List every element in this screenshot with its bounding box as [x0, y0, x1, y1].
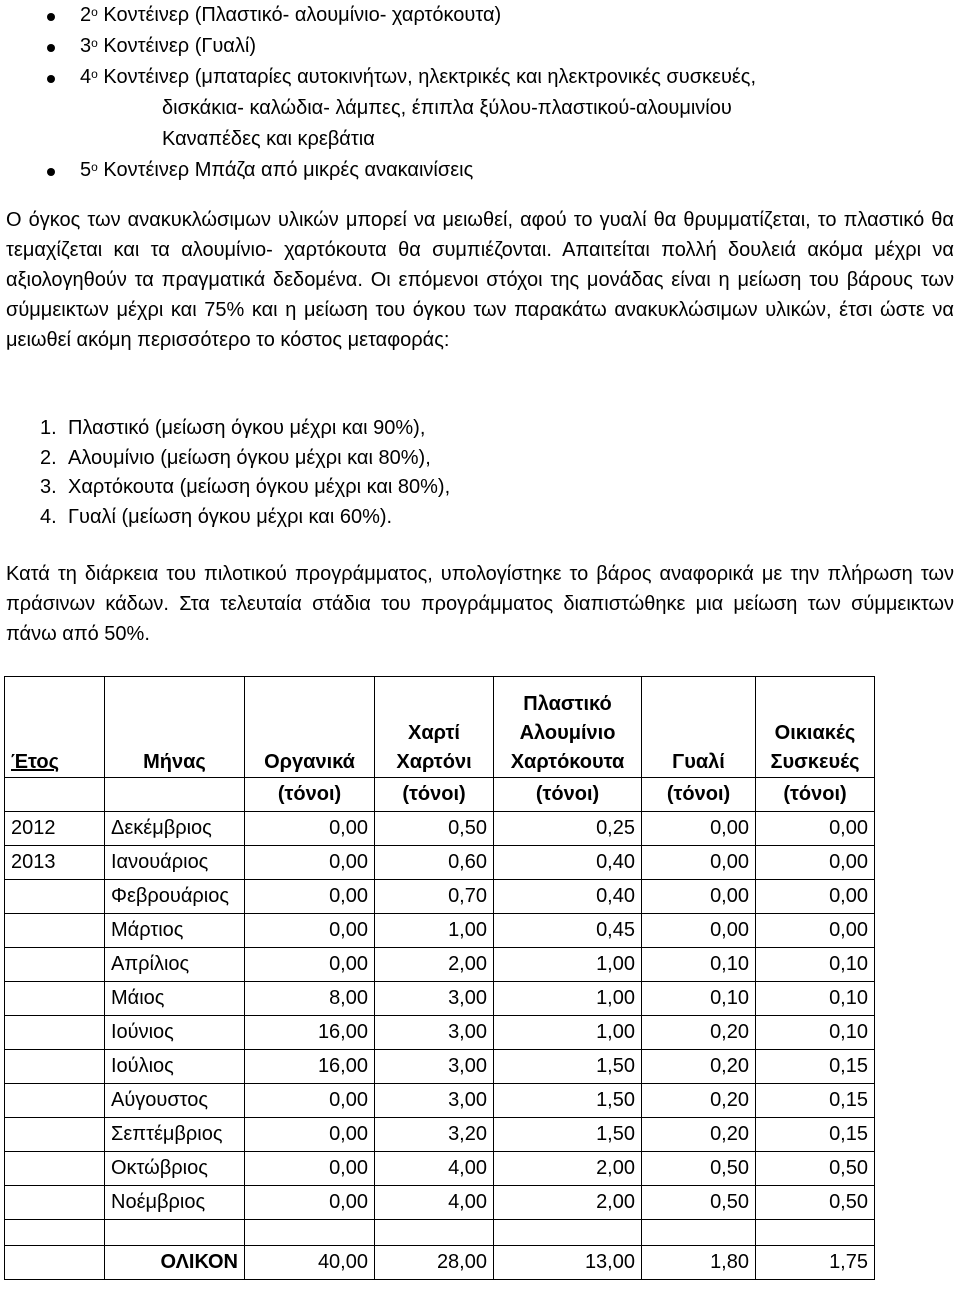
unit-label: (τόνοι) [375, 778, 494, 812]
paragraph-volume-reduction: Ο όγκος των ανακυκλώσιμων υλικών μπορεί να μειωθεί, αφού το γυαλί θα θρυμματίζεται, το πλαστικό θα τεμαχίζεται και τα αλουμίνιο- χαρτόκουτα θα συμπιέζονται. Απαιτείται πολλή δουλειά ακόμα μέχρι να αξιολογηθούν τα πραγματικά δεδομένα. Οι επόμενοι στόχοι της μονάδας είναι η μείωση του βάρους των σύμμεικτων μέχρι και 75% και η μείωση του όγκου των παρακάτω ανακυκλώσιμων υλικών, έτσι ώστε να μειωθεί ακόμη περισσότερο το κόστος μεταφοράς: [6, 209, 954, 351]
cell-value: 0,00 [642, 914, 756, 948]
cell-month: Οκτώβριος [105, 1152, 245, 1186]
cell-value: 0,15 [756, 1084, 875, 1118]
table-row [5, 1050, 875, 1084]
table-total-row [5, 1246, 875, 1280]
table-row [5, 846, 875, 880]
bullet-item: $4^o$ Κοντέινερ (μπαταρίες αυτοκινήτων, ηλεκτρικές και ηλεκτρονικές συσκευές, δισκάκια- καλώδια- λάμπες, έπιπλα ξύλου-πλαστικού-αλουμινίου Καναπέδες και κρεβάτια [0, 62, 960, 155]
header-paper: Χαρτί Χαρτόνι [375, 677, 494, 778]
cell-value: 0,00 [245, 1186, 375, 1220]
cell-value: 0,15 [756, 1050, 875, 1084]
total-value: 13,00 [494, 1246, 642, 1280]
cell-month: Ιούνιος [105, 1016, 245, 1050]
cell-value: 0,00 [756, 880, 875, 914]
bullet-continuation: Καναπέδες και κρεβάτια [162, 128, 375, 150]
bullet-continuation: δισκάκια- καλώδια- λάμπες, έπιπλα ξύλου-πλαστικού-αλουμινίου [162, 97, 732, 119]
table-header-row [5, 677, 875, 778]
container-bullet-list [0, 0, 960, 186]
table-row [5, 880, 875, 914]
cell-month: Φεβρουάριος [105, 880, 245, 914]
table-row [5, 982, 875, 1016]
cell-value: 0,00 [245, 812, 375, 846]
cell-month: Νοέμβριος [105, 1186, 245, 1220]
cell-year [5, 982, 105, 1016]
cell-value: 0,00 [642, 812, 756, 846]
unit-label: (τόνοι) [756, 778, 875, 812]
bullet-item: $3^o$ Κοντέινερ (Γυαλί) [0, 31, 960, 62]
cell-value: 4,00 [375, 1152, 494, 1186]
cell-value: 0,00 [245, 1118, 375, 1152]
cell-value: 0,00 [756, 914, 875, 948]
cell-value: 3,20 [375, 1118, 494, 1152]
cell-value: 0,00 [245, 948, 375, 982]
total-label: ΟΛΙΚΟΝ [105, 1246, 245, 1280]
cell-value: 0,10 [756, 1016, 875, 1050]
unit-label: (τόνοι) [494, 778, 642, 812]
cell-value: 0,00 [245, 1084, 375, 1118]
table-units-row [5, 778, 875, 812]
cell-value: 0,20 [642, 1050, 756, 1084]
cell-value: 1,50 [494, 1118, 642, 1152]
cell-value: 1,50 [494, 1050, 642, 1084]
cell-value: 0,00 [642, 846, 756, 880]
cell-year [5, 914, 105, 948]
cell-year [5, 948, 105, 982]
bullet-item: $5^o$ Κοντέινερ Μπάζα από μικρές ανακαινίσεις [0, 155, 960, 186]
table-row [5, 812, 875, 846]
total-value: 28,00 [375, 1246, 494, 1280]
cell-value: 1,00 [494, 1016, 642, 1050]
cell-month: Δεκέμβριος [105, 812, 245, 846]
total-value: 1,80 [642, 1246, 756, 1280]
cell-value: 0,10 [756, 982, 875, 1016]
header-year: Έτος [5, 677, 105, 778]
waste-quantities-table [4, 676, 875, 1280]
table-row [5, 1152, 875, 1186]
unit-label: (τόνοι) [642, 778, 756, 812]
cell-value: 0,00 [245, 914, 375, 948]
table-row [5, 1186, 875, 1220]
cell-value: 16,00 [245, 1016, 375, 1050]
target-item: 3. Χαρτόκουτα (μείωση όγκου μέχρι και 80%), [40, 476, 451, 498]
cell-month: Απρίλιος [105, 948, 245, 982]
target-item: 2. Αλουμίνιο (μείωση όγκου μέχρι και 80%), [40, 446, 431, 469]
cell-value: 1,50 [494, 1084, 642, 1118]
table-row [5, 914, 875, 948]
table-row [5, 1118, 875, 1152]
cell-month: Μάρτιος [105, 914, 245, 948]
cell-month: Αύγουστος [105, 1084, 245, 1118]
cell-value: 0,00 [756, 846, 875, 880]
cell-value: 0,10 [642, 948, 756, 982]
cell-year [5, 1084, 105, 1118]
header-month: Μήνας [105, 677, 245, 778]
cell-value: 0,50 [642, 1186, 756, 1220]
cell-value: 0,00 [245, 1152, 375, 1186]
cell-value: 0,25 [494, 812, 642, 846]
cell-value: 0,50 [375, 812, 494, 846]
cell-value: 0,50 [756, 1186, 875, 1220]
cell-year: 2012 [5, 812, 105, 846]
cell-month: Σεπτέμβριος [105, 1118, 245, 1152]
target-item: 4. Γυαλί (μείωση όγκου μέχρι και 60%). [40, 505, 393, 528]
cell-value: 2,00 [494, 1186, 642, 1220]
cell-value: 16,00 [245, 1050, 375, 1084]
unit-label: (τόνοι) [245, 778, 375, 812]
cell-value: 0,00 [245, 880, 375, 914]
cell-value: 4,00 [375, 1186, 494, 1220]
cell-value: 0,10 [642, 982, 756, 1016]
paragraph-pilot-program: Κατά τη διάρκεια του πιλοτικού προγράμματος, υπολογίστηκε το βάρος αναφορικά με την πλήρωση των πράσινων κάδων. Στα τελευταία στάδια του προγράμματος διαπιστώθηκε μια μείωση των σύμμεικτων πάνω από 50%. [6, 563, 954, 645]
cell-year [5, 1016, 105, 1050]
cell-value: 0,40 [494, 880, 642, 914]
cell-value: 0,10 [756, 948, 875, 982]
header-organic: Οργανικά [245, 677, 375, 778]
bullet-item: $2^o$ Κοντέινερ (Πλαστικό- αλουμίνιο- χαρτόκουτα) [0, 0, 960, 31]
cell-year [5, 880, 105, 914]
header-glass: Γυαλί [642, 677, 756, 778]
cell-value: 0,50 [642, 1152, 756, 1186]
table-row [5, 1016, 875, 1050]
cell-value: 3,00 [375, 1050, 494, 1084]
cell-value: 0,45 [494, 914, 642, 948]
target-item: 1. Πλαστικό (μείωση όγκου μέχρι και 90%), [40, 417, 426, 439]
cell-value: 0,00 [642, 880, 756, 914]
cell-value: 0,20 [642, 1118, 756, 1152]
targets-list [40, 414, 450, 532]
cell-value: 0,00 [756, 812, 875, 846]
table-row [5, 948, 875, 982]
header-appliances: Οικιακές Συσκευές [756, 677, 875, 778]
cell-year [5, 1186, 105, 1220]
cell-value: 3,00 [375, 982, 494, 1016]
cell-value: 8,00 [245, 982, 375, 1016]
cell-value: 0,50 [756, 1152, 875, 1186]
cell-value: 1,00 [494, 982, 642, 1016]
cell-month: Μάιος [105, 982, 245, 1016]
table-spacer-row [5, 1220, 875, 1246]
cell-value: 3,00 [375, 1084, 494, 1118]
total-value: 1,75 [756, 1246, 875, 1280]
cell-value: 0,00 [245, 846, 375, 880]
cell-year [5, 1152, 105, 1186]
cell-value: 2,00 [375, 948, 494, 982]
cell-value: 0,20 [642, 1084, 756, 1118]
cell-value: 0,60 [375, 846, 494, 880]
cell-value: 2,00 [494, 1152, 642, 1186]
cell-value: 3,00 [375, 1016, 494, 1050]
cell-value: 0,15 [756, 1118, 875, 1152]
cell-value: 1,00 [375, 914, 494, 948]
cell-year [5, 1118, 105, 1152]
cell-value: 1,00 [494, 948, 642, 982]
total-value: 40,00 [245, 1246, 375, 1280]
table-row [5, 1084, 875, 1118]
cell-month: Ιανουάριος [105, 846, 245, 880]
cell-year [5, 1050, 105, 1084]
header-plastic: Πλαστικό Αλουμίνιο Χαρτόκουτα [494, 677, 642, 778]
cell-value: 0,20 [642, 1016, 756, 1050]
cell-month: Ιούλιος [105, 1050, 245, 1084]
cell-value: 0,70 [375, 880, 494, 914]
cell-value: 0,40 [494, 846, 642, 880]
cell-year: 2013 [5, 846, 105, 880]
